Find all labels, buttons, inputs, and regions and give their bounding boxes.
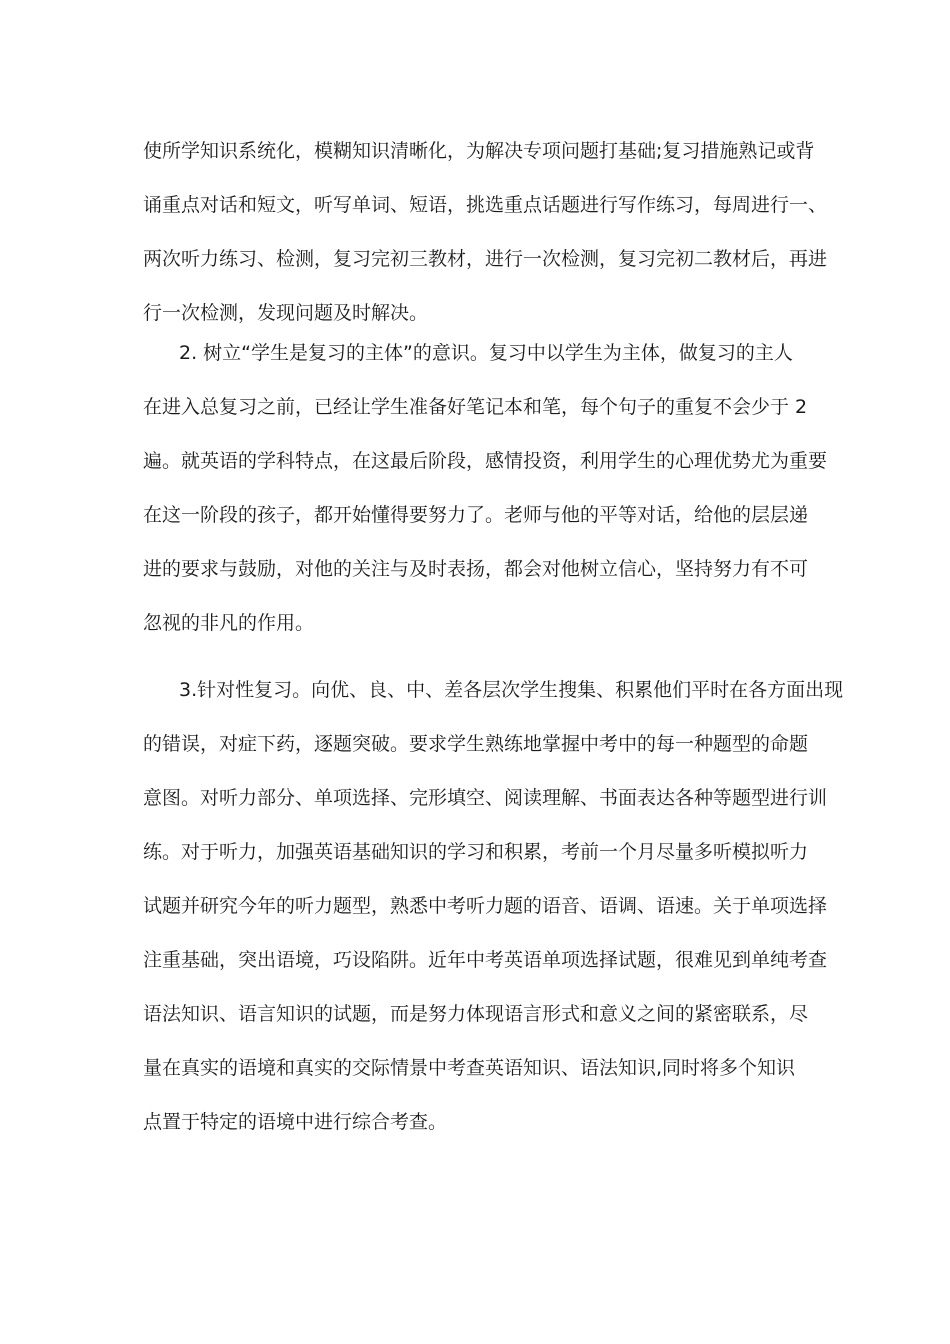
text-line: 注重基础，突出语境，巧设陷阱。近年中考英语单项选择试题，很难见到单纯考查	[143, 949, 828, 971]
text-line: 在进入总复习之前，已经让学生准备好笔记本和笔，每个句子的重复不会少于 2	[143, 396, 808, 418]
text-line: 语法知识、语言知识的试题，而是努力体现语言形式和意义之间的紧密联系，尽	[143, 1003, 809, 1025]
paragraph-targeted-review	[143, 663, 844, 1149]
text-line: 试题并研究今年的听力题型，熟悉中考听力题的语音、语调、语速。关于单项选择	[143, 895, 828, 917]
text-line: 行一次检测，发现问题及时解决。	[143, 302, 429, 324]
text-line: 进的要求与鼓励，对他的关注与及时表扬，都会对他树立信心，坚持努力有不可	[143, 558, 809, 580]
text-line: 量在真实的语境和真实的交际情景中考查英语知识、语法知识,同时将多个知识	[143, 1057, 796, 1079]
text-line: 诵重点对话和短文，听写单词、短语，挑选重点话题进行写作练习，每周进行一、	[143, 194, 828, 216]
text-line: 意图。对听力部分、单项选择、完形填空、阅读理解、书面表达各种等题型进行训	[143, 787, 828, 809]
text-line: 点置于特定的语境中进行综合考查。	[143, 1111, 448, 1133]
text-line: 3.针对性复习。向优、良、中、差各层次学生搜集、积累他们平时在各方面出现	[179, 679, 844, 701]
text-line: 练。对于听力，加强英语基础知识的学习和积累，考前一个月尽量多听模拟听力	[143, 841, 809, 863]
text-line: 在这一阶段的孩子，都开始懂得要努力了。老师与他的平等对话，给他的层层递	[143, 504, 809, 526]
paragraph-review-measures	[143, 124, 828, 340]
text-line: 两次听力练习、检测，复习完初三教材，进行一次检测，复习完初二教材后，再进	[143, 248, 828, 270]
text-line: 忽视的非凡的作用。	[143, 612, 315, 634]
paragraph-student-centered	[143, 326, 828, 650]
text-line: 2. 树立“学生是复习的主体”的意识。复习中以学生为主体，做复习的主人	[179, 342, 793, 364]
text-line: 使所学知识系统化，模糊知识清晰化，为解决专项问题打基础;复习措施熟记或背	[143, 140, 815, 162]
text-line: 的错误，对症下药，逐题突破。要求学生熟练地掌握中考中的每一种题型的命题	[143, 733, 809, 755]
text-line: 遍。就英语的学科特点，在这最后阶段，感情投资，利用学生的心理优势尤为重要	[143, 450, 828, 472]
